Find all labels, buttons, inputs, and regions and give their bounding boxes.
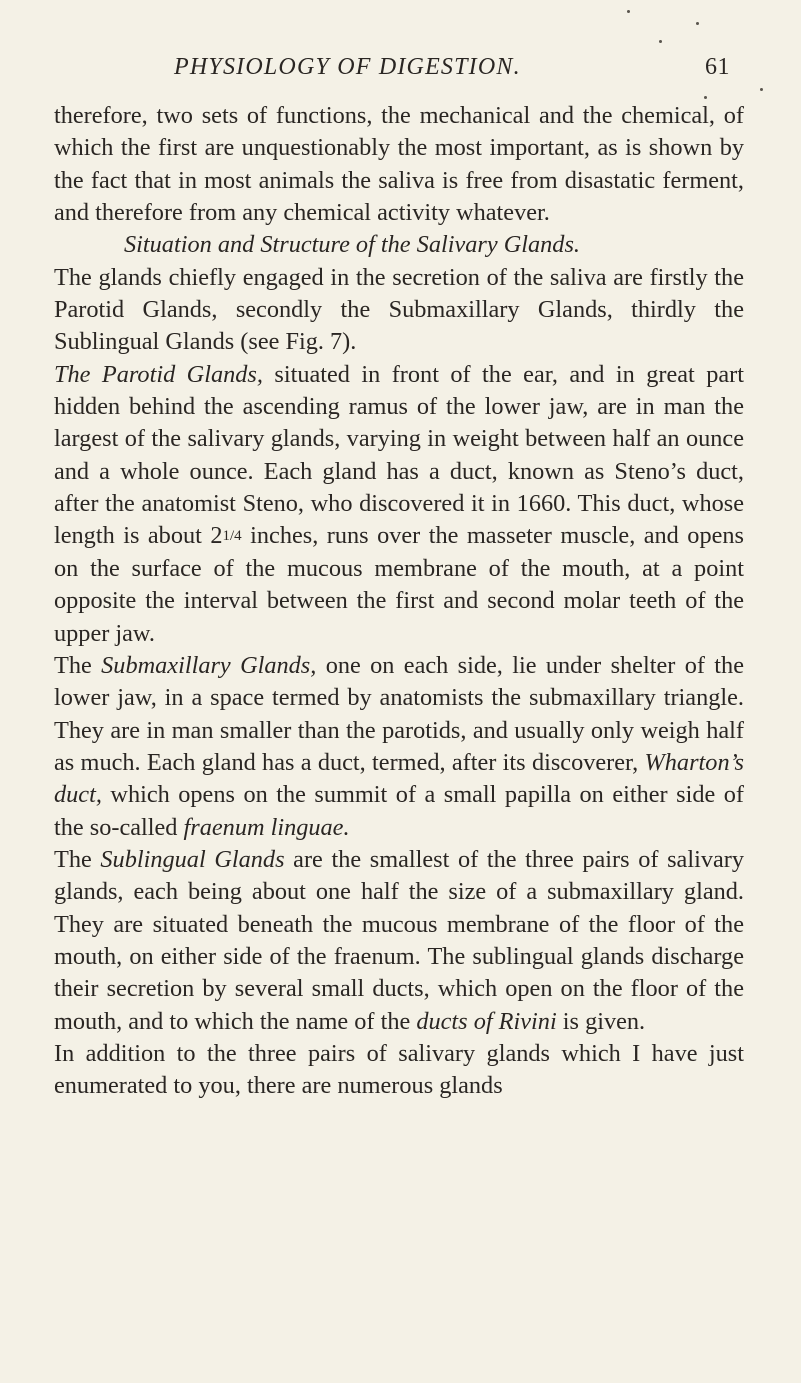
paragraph-parotid-text-a: situated in front of the ear, and in great part hidden behind the ascending ramus of the lower jaw, are in man the largest of the salivary glands, varying in weight between half an ounce and a whole ounce. Each gland has a duct, known as Steno’s duct, after the anatomist Steno, who discovered it in 1660. This duct, whose length is about 2 <box>54 360 744 550</box>
paragraph-parotid <box>54 359 744 650</box>
paragraph-additional-glands: In addition to the three pairs of salivary glands which I have just enumerated to you, there are numerous glands <box>54 1039 744 1100</box>
body-text <box>54 100 744 1103</box>
print-speck <box>760 88 763 91</box>
paragraph-submaxillary-text-c: which opens on the summit of a small papilla on either side of the so-called <box>54 781 744 841</box>
print-speck <box>704 96 707 99</box>
term-ducts-of-rivini: ducts of Rivini <box>416 1007 557 1035</box>
print-speck <box>659 40 662 43</box>
term-sublingual-glands: Sublingual Glands <box>100 845 285 873</box>
opening-paragraph: therefore, two sets of functions, the mechanical and the chemical, of which the first are unquestionably the most important, as is shown by the fact that in most animals the saliva is free from disastatic ferment, and therefore from any chemical activity whatever. <box>54 102 744 227</box>
paragraph-sublingual-text-c: is given. <box>556 1007 646 1035</box>
paragraph-submaxillary-text-b: one on each side, lie under shelter of the lower jaw, in a space termed by anatomists the submaxillary triangle. They are in man smaller than the parotids, and usually only weigh half as much. Each gland has a duct, termed, after its discoverer, <box>54 651 744 776</box>
term-submaxillary-glands: Submaxillary Glands, <box>101 651 317 679</box>
print-speck <box>696 22 699 25</box>
running-title: PHYSIOLOGY OF DIGESTION. <box>174 54 521 80</box>
fraction-quarter: 1/4 <box>222 528 242 545</box>
paragraph-sublingual-text-b: are the smallest of the three pairs of salivary glands, each being about one half the size of a submaxillary gland. They are situated beneath the mucous membrane of the floor of the mouth, on either side of the fraenum. The sublingual glands discharge their secretion by several small ducts, which open on the floor of the mouth, and to which the name of the <box>54 845 744 1035</box>
paragraph-glands-overview: The glands chiefly engaged in the secretion of the saliva are firstly the Parotid Glands, secondly the Submaxillary Glands, thirdly the Sublingual Glands (see Fig. 7). <box>54 263 744 356</box>
term-parotid-glands: The Parotid Glands, <box>54 360 263 388</box>
paragraph-sublingual <box>54 844 744 1038</box>
paragraph-parotid-text-b: inches, runs over the masseter muscle, and opens on the surface of the mucous membrane of the mouth, at a point opposite the interval between the first and second molar teeth of the upper jaw. <box>54 522 744 647</box>
term-whartons-duct: Wharton’s duct, <box>54 748 744 809</box>
paragraph-sublingual-text-a: The <box>54 845 101 873</box>
term-fraenum-linguae: fraenum linguae. <box>183 813 350 841</box>
section-heading: Situation and Structure of the Salivary Glands. <box>124 231 580 259</box>
print-speck <box>627 10 630 13</box>
paragraph-submaxillary <box>54 650 744 844</box>
running-head <box>174 54 730 81</box>
page-number: 61 <box>705 54 730 80</box>
paragraph-submaxillary-text-a: The <box>54 651 102 679</box>
